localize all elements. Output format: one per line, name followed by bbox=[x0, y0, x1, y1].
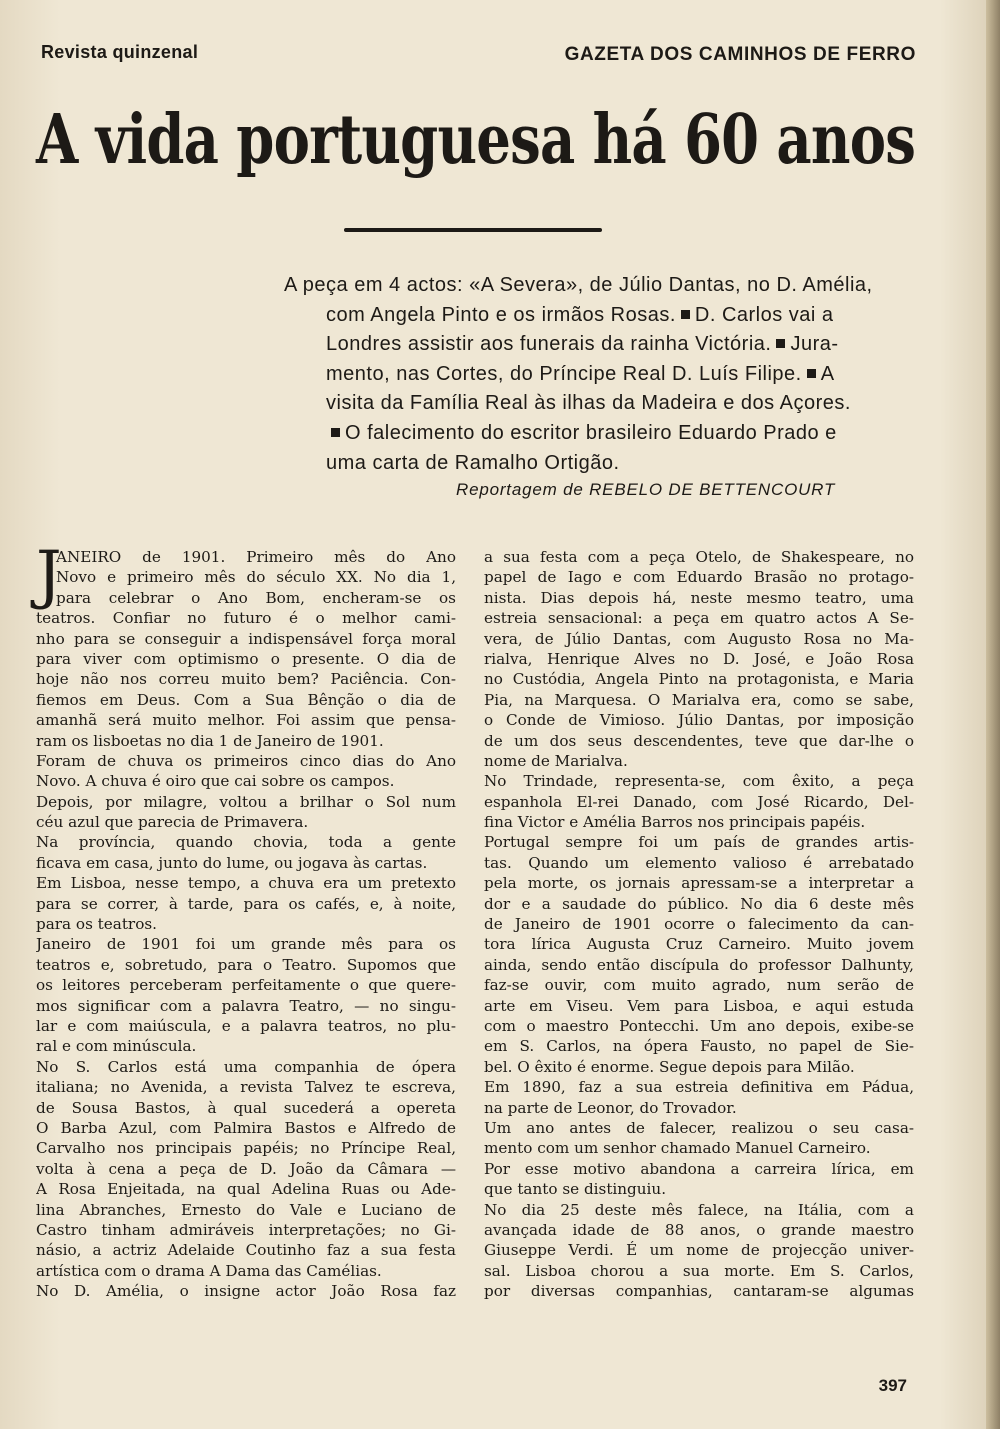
summary-line: mento, nas Cortes, do Príncipe Real D. Luís Filipe. A bbox=[326, 362, 835, 385]
summary-line: visita da Família Real às ilhas da Madeira e dos Açores. bbox=[326, 392, 851, 415]
text-line: O Barba Azul, com Palmira Bastos e Alfredo de bbox=[36, 1118, 456, 1137]
text-line: fiemos em Deus. Com a Sua Bênção o dia de bbox=[36, 690, 456, 709]
text-line: lar e com maiúscula, e a palavra teatros, no plu- bbox=[36, 1016, 456, 1035]
drop-cap: J bbox=[36, 538, 62, 612]
text-line: Foram de chuva os primeiros cinco dias do Ano bbox=[36, 751, 456, 770]
text-line: No D. Amélia, o insigne actor João Rosa faz bbox=[36, 1282, 456, 1301]
text-line: Por esse motivo abandona a carreira lírica, em bbox=[484, 1159, 914, 1178]
text-line: Portugal sempre foi um país de grandes artis- bbox=[484, 833, 914, 852]
text-line: de Janeiro de 1901 ocorre o falecimento da can- bbox=[484, 915, 914, 934]
text-line: Pia, na Marquesa. O Marialva era, como se sabe, bbox=[484, 690, 914, 709]
text-line: Castro tinham admiráveis interpretações; no Gi- bbox=[36, 1220, 456, 1239]
bullet-icon bbox=[681, 310, 690, 319]
article-summary bbox=[284, 271, 916, 478]
text-line: para os teatros. bbox=[36, 915, 157, 934]
text-line: faz-se ouvir, com muito agrado, num serão de bbox=[484, 976, 914, 995]
bullet-icon bbox=[776, 339, 785, 348]
text-line: artística com o drama A Dama das Camélias. bbox=[36, 1261, 382, 1280]
text-line: Carvalho nos principais papéis; no Príncipe Real, bbox=[36, 1139, 456, 1158]
text-line: ANEIRO de 1901. Primeiro mês do Ano bbox=[56, 548, 456, 566]
text-line: os leitores perceberam perfeitamente o que quere- bbox=[36, 976, 456, 995]
text-line: bel. O êxito é enorme. Segue depois para Milão. bbox=[484, 1057, 855, 1076]
text-line: avançada idade de 88 anos, o grande maestro bbox=[484, 1220, 914, 1239]
text-line: pela morte, os jornais apressam-se a interpretar a bbox=[484, 874, 914, 893]
text-line: Em Lisboa, nesse tempo, a chuva era um pretexto bbox=[36, 874, 456, 893]
text-line: de um dos seus descendentes, teve que dar-lhe o bbox=[484, 731, 914, 750]
text-line: lina Abranches, Ernesto do Vale e Luciano de bbox=[36, 1200, 456, 1219]
text-line: ram os lisboetas no dia 1 de Janeiro de 1901. bbox=[36, 731, 384, 750]
text-line: sal. Lisboa chorou a sua morte. Em S. Carlos, bbox=[484, 1261, 914, 1280]
text-line: mento com um senhor chamado Manuel Carneiro. bbox=[484, 1139, 871, 1158]
right-column bbox=[484, 547, 914, 1301]
text-line: vera, de Júlio Dantas, com Augusto Rosa no Ma- bbox=[484, 629, 914, 648]
text-line: teatros e, sobretudo, para o Teatro. Supomos que bbox=[36, 955, 456, 974]
text-line: Janeiro de 1901 foi um grande mês para os bbox=[36, 935, 456, 954]
article-byline: Reportagem de REBELO DE BETTENCOURT bbox=[456, 480, 836, 499]
summary-line: Londres assistir aos funerais da rainha Victória. Jura- bbox=[326, 333, 839, 356]
text-line: ficava em casa, junto do lume, ou jogava às cartas. bbox=[36, 853, 428, 872]
text-line: rialva, Henrique Alves no D. José, e João Rosa bbox=[484, 649, 914, 668]
text-line: Em 1890, faz a sua estreia definitiva em Pádua, bbox=[484, 1078, 914, 1097]
text-line: No S. Carlos está uma companhia de ópera bbox=[36, 1057, 456, 1076]
text-line: ral e com minúscula. bbox=[36, 1037, 197, 1056]
text-line: estreia sensacional: a peça em quatro actos A Se- bbox=[484, 609, 914, 628]
text-line: o Conde de Vimioso. Júlio Dantas, por imposição bbox=[484, 711, 914, 730]
text-line: No Trindade, representa-se, com êxito, a peça bbox=[484, 772, 914, 791]
text-line: dor e a saudade do público. No dia 6 deste mês bbox=[484, 894, 914, 913]
text-line: para celebrar o Ano Bom, encheram-se os bbox=[56, 588, 456, 607]
text-line: Depois, por milagre, voltou a brilhar o Sol num bbox=[36, 792, 456, 811]
text-line: tora lírica Augusta Cruz Carneiro. Muito jovem bbox=[484, 935, 914, 954]
article-title: A vida portuguesa há 60 anos bbox=[36, 100, 916, 180]
text-line: papel de Iago e com Eduardo Brasão no protago- bbox=[484, 568, 914, 587]
text-line: céu azul que parecia de Primavera. bbox=[36, 813, 309, 832]
left-column bbox=[36, 547, 456, 1301]
text-line: de Sousa Bastos, à qual sucederá a opereta bbox=[36, 1098, 456, 1117]
text-line: para viver com optimismo o presente. O dia de bbox=[36, 649, 456, 668]
text-line: nista. Dias depois há, neste mesmo teatro, uma bbox=[484, 588, 914, 607]
text-line: que tanto se distinguiu. bbox=[484, 1180, 667, 1199]
text-line: hoje não nos correu muito bem? Paciência. Con- bbox=[36, 670, 456, 689]
text-line: Novo e primeiro mês do século XX. No dia 1, bbox=[56, 568, 456, 587]
text-line: nho para se conseguir a indispensável força moral bbox=[36, 629, 456, 648]
text-line: Novo. A chuva é oiro que cai sobre os campos. bbox=[36, 772, 395, 791]
text-line: arte em Viseu. Vem para Lisboa, e aqui estuda bbox=[484, 996, 914, 1015]
title-divider bbox=[344, 228, 602, 232]
header-publication-name: GAZETA DOS CAMINHOS DE FERRO bbox=[564, 44, 916, 65]
text-line: fina Victor e Amélia Barros nos principais papéis. bbox=[484, 813, 866, 832]
text-line: por diversas companhias, cantaram-se algumas bbox=[484, 1282, 914, 1301]
text-line: No dia 25 deste mês falece, na Itália, com a bbox=[484, 1200, 914, 1219]
summary-line: uma carta de Ramalho Ortigão. bbox=[326, 451, 620, 474]
text-line: A Rosa Enjeitada, na qual Adelina Ruas ou Ade- bbox=[36, 1180, 456, 1199]
text-line: násio, a actriz Adelaide Coutinho faz a sua festa bbox=[36, 1241, 456, 1260]
summary-line: com Angela Pinto e os irmãos Rosas. D. Carlos vai a bbox=[326, 303, 834, 326]
summary-line: O falecimento do escritor brasileiro Eduardo Prado e bbox=[284, 419, 916, 449]
text-line: com o maestro Pontecchi. Um ano depois, exibe-se bbox=[484, 1016, 914, 1035]
text-line: ainda, sendo então discípula do professor Dalhunty, bbox=[484, 955, 914, 974]
page-number: 397 bbox=[878, 1376, 907, 1395]
text-line: tas. Quando um elemento valioso é arrebatado bbox=[484, 853, 914, 872]
bullet-icon bbox=[331, 428, 340, 437]
text-line: mos significar com a palavra Teatro, — no singu- bbox=[36, 996, 456, 1015]
text-line: espanhola El-rei Danado, com José Ricardo, Del- bbox=[484, 792, 914, 811]
text-line: amanhã será muito melhor. Foi assim que pensa- bbox=[36, 711, 456, 730]
text-line: italiana; no Avenida, a revista Talvez te escreva, bbox=[36, 1078, 456, 1097]
text-line: volta à cena a peça de D. João da Câmara — bbox=[36, 1159, 456, 1178]
bullet-icon bbox=[807, 369, 816, 378]
text-line: Na província, quando chovia, toda a gente bbox=[36, 833, 456, 852]
text-line: nome de Marialva. bbox=[484, 751, 628, 770]
text-line: para se correr, à tarde, para os cafés, e, à noite, bbox=[36, 894, 456, 913]
page-spine-shadow bbox=[986, 0, 1000, 1429]
text-line: no Custódia, Angela Pinto na protagonista, e Maria bbox=[484, 670, 914, 689]
summary-line: A peça em 4 actos: «A Severa», de Júlio Dantas, no D. Amélia, bbox=[284, 274, 873, 296]
text-line: Um ano antes de falecer, realizou o seu casa- bbox=[484, 1118, 914, 1137]
text-line: em S. Carlos, na ópera Fausto, no papel de Sie- bbox=[484, 1037, 914, 1056]
text-line: a sua festa com a peça Otelo, de Shakespeare, no bbox=[484, 548, 914, 566]
header-periodicity: Revista quinzenal bbox=[41, 42, 199, 62]
text-line: teatros. Confiar no futuro é o melhor cami- bbox=[36, 609, 456, 628]
text-line: na parte de Leonor, do Trovador. bbox=[484, 1098, 737, 1117]
text-line: Giuseppe Verdi. É um nome de projecção univer- bbox=[484, 1241, 914, 1260]
